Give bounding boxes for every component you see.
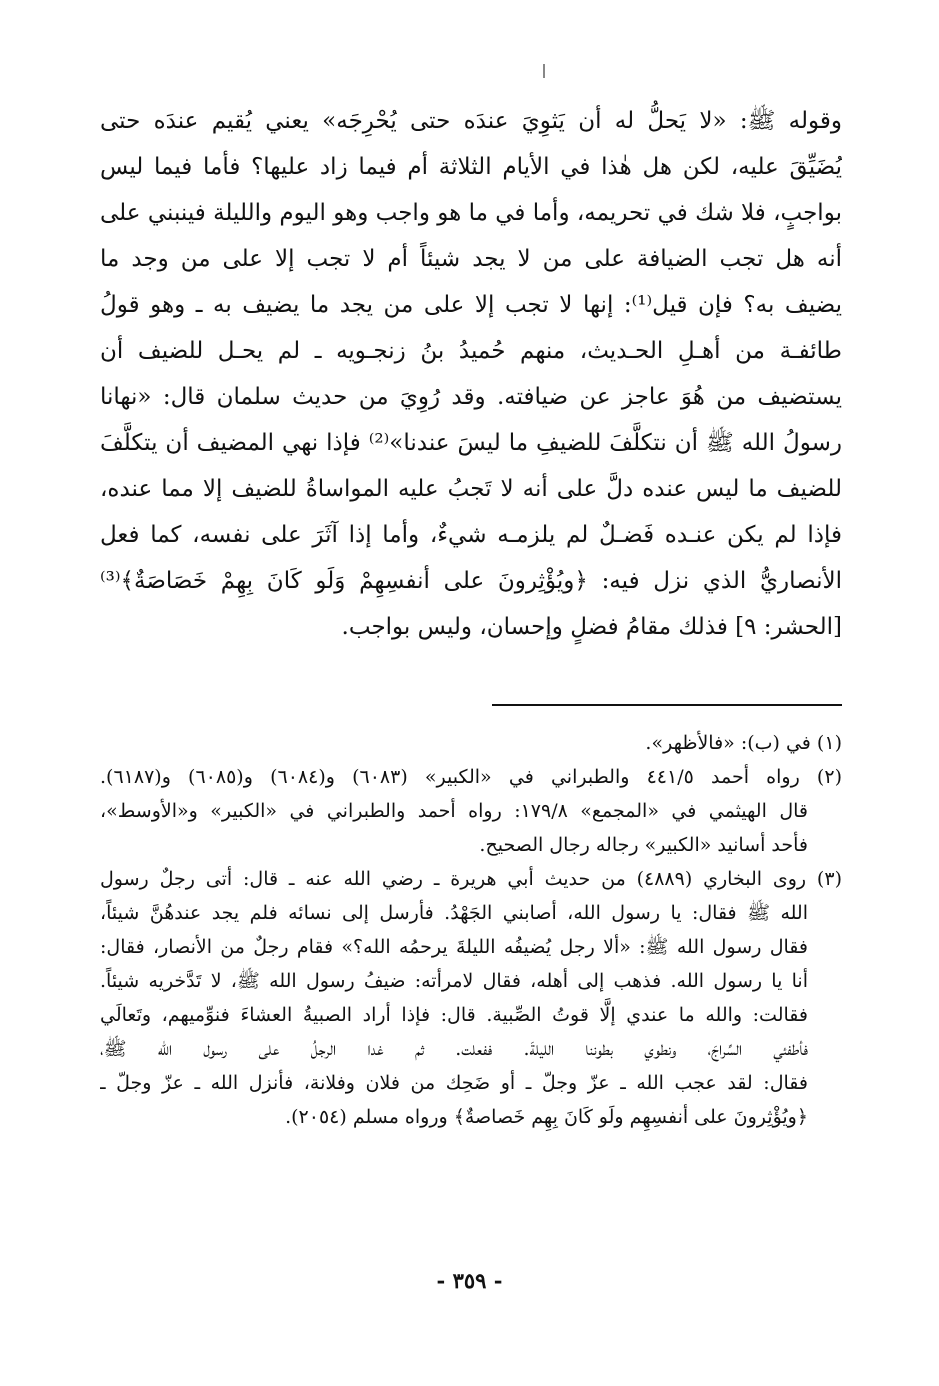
footnote-line: فقال رسول الله ﷺ: «ألا رجل يُضيفُه الليلةَ يرحمُه الله؟» فقام رجلٌ من الأنصار، فقال: bbox=[100, 936, 808, 958]
main-text-line: طائفـة من أهـلِ الحـديث، منهم حُميدُ بنُ زنجـويه ـ لم يحـل للضيف أن bbox=[100, 338, 842, 364]
main-text-line: وقوله ﷺ: «لا يَحلُّ له أن يَثوِيَ عندَه حتى يُحْرِجَه» يعني يُقيم عندَه حتى bbox=[100, 108, 842, 134]
main-text-line: أنه هل تجب الضيافة على من لا يجد شيئاً أم لا تجب إلا على من وجد ما bbox=[100, 246, 842, 272]
footnote-line: أنا يا رسول الله. فذهب إلى أهله، فقال لامرأته: ضيفُ رسول الله ﷺ، لا تَدَّخريه شيئاً. bbox=[100, 970, 808, 992]
footnote-2 bbox=[100, 760, 842, 862]
main-text bbox=[100, 98, 842, 650]
main-text-line: يضيف به؟ فإن قيل⁽¹⁾: إنها لا تجب إلا على من يجد ما يضيف به ـ وهو قولُ bbox=[100, 292, 842, 318]
main-text-line: بواجبٍ، فلا شك في تحريمه، وأما في ما هو واجب وهو اليوم والليلة فينبني على bbox=[100, 200, 842, 226]
footnote-line: فأحد أسانيد «الكبير» رجاله رجال الصحيح. bbox=[479, 834, 808, 856]
page-number: - ٣٥٩ - bbox=[436, 1268, 503, 1293]
main-text-line: الأنصاريُّ الذي نزل فيه: ﴿ويُؤْثِرونَ على أنفسِهِمْ وَلَو كَانَ بِهِمْ خَصَاصَةٌ﴾⁽³⁾ bbox=[100, 568, 842, 594]
footnote-line: (٢) رواه أحمد ٤٤١/٥ والطبراني في «الكبير» (٦٠٨٣) و(٦٠٨٤) و(٦٠٨٥) و(٦١٨٧). bbox=[100, 766, 842, 788]
footnote-3 bbox=[100, 862, 842, 1134]
footnote-1 bbox=[100, 726, 842, 760]
footnote-line: (٣) روى البخاري (٤٨٨٩) من حديث أبي هريرة ـ رضي الله عنه ـ قال: أتى رجلٌ رسول bbox=[100, 868, 842, 890]
main-text-line: [الحشر: ٩] فذلك مقامُ فضلٍ وإحسان، وليس بواجب. bbox=[341, 614, 842, 640]
footnotes bbox=[100, 726, 842, 1134]
main-text-line: يُضَيِّقَ عليه، لكن هل هٰذا في الأيام الثلاثة أم فيما زاد عليها؟ فأما فيما ليس bbox=[100, 154, 842, 180]
footnote-line: ﴿ويُؤْثِرونَ على أنفسِهِم ولَو كَانَ بِهِم خَصاصةٌ﴾ ورواه مسلم (٢٠٥٤). bbox=[285, 1106, 808, 1128]
book-page bbox=[100, 98, 842, 1134]
footnote-line: قال الهيثمي في «المجمع» ١٧٩/٨: رواه أحمد والطبراني في «الكبير» و«الأوسط»، bbox=[100, 800, 808, 822]
footnote-line: فقالت: والله ما عندي إلَّا قوتُ الصِّبية. قال: فإذا أراد الصبيةُ العشاءَ فنوِّميهم، وتَعالَي bbox=[100, 1004, 808, 1026]
footnote-line: فقال: لقد عجب الله ـ عزّ وجلّ ـ أو ضَحِك من فلان وفلانة، فأنزل الله ـ عزّ وجلّ ـ bbox=[100, 1072, 808, 1094]
main-text-line: يستضيف من هُوَ عاجز عن ضيافته. وقد رُوِيَ من حديث سلمان قال: «نهانا bbox=[100, 384, 842, 410]
footnote-line: (١) في (ب): «فالأظهر». bbox=[645, 732, 842, 754]
margin-tick-mark bbox=[543, 64, 545, 78]
main-text-line: رسولُ الله ﷺ أن نتكلَّفَ للضيفِ ما ليسَ عندنا»⁽²⁾ فإذا نهي المضيف أن يتكلَّفَ bbox=[100, 430, 842, 456]
footnote-line: فأطفئي السِّراجَ، ونطوي بطوننا الليلةَ. ففعلت. ثم غدا الرجلُ على رسول الله ﷺ، bbox=[100, 1038, 808, 1060]
footnote-separator bbox=[492, 704, 842, 706]
main-text-line: للضيف ما ليس عنده دلَّ على أنه لا تَجبُ عليه المواساةُ للضيف إلا مما عنده، bbox=[100, 476, 842, 502]
main-text-line: فإذا لم يكن عنـده فَضـلٌ لم يلزمـه شيءٌ، وأما إذا آثَرَ على نفسه، كما فعل bbox=[100, 522, 842, 548]
footnote-line: الله ﷺ فقال: يا رسول الله، أصابني الجَهْدُ. فأرسل إلى نسائه فلم يجد عندهُنَّ شيئاً، bbox=[100, 902, 808, 924]
